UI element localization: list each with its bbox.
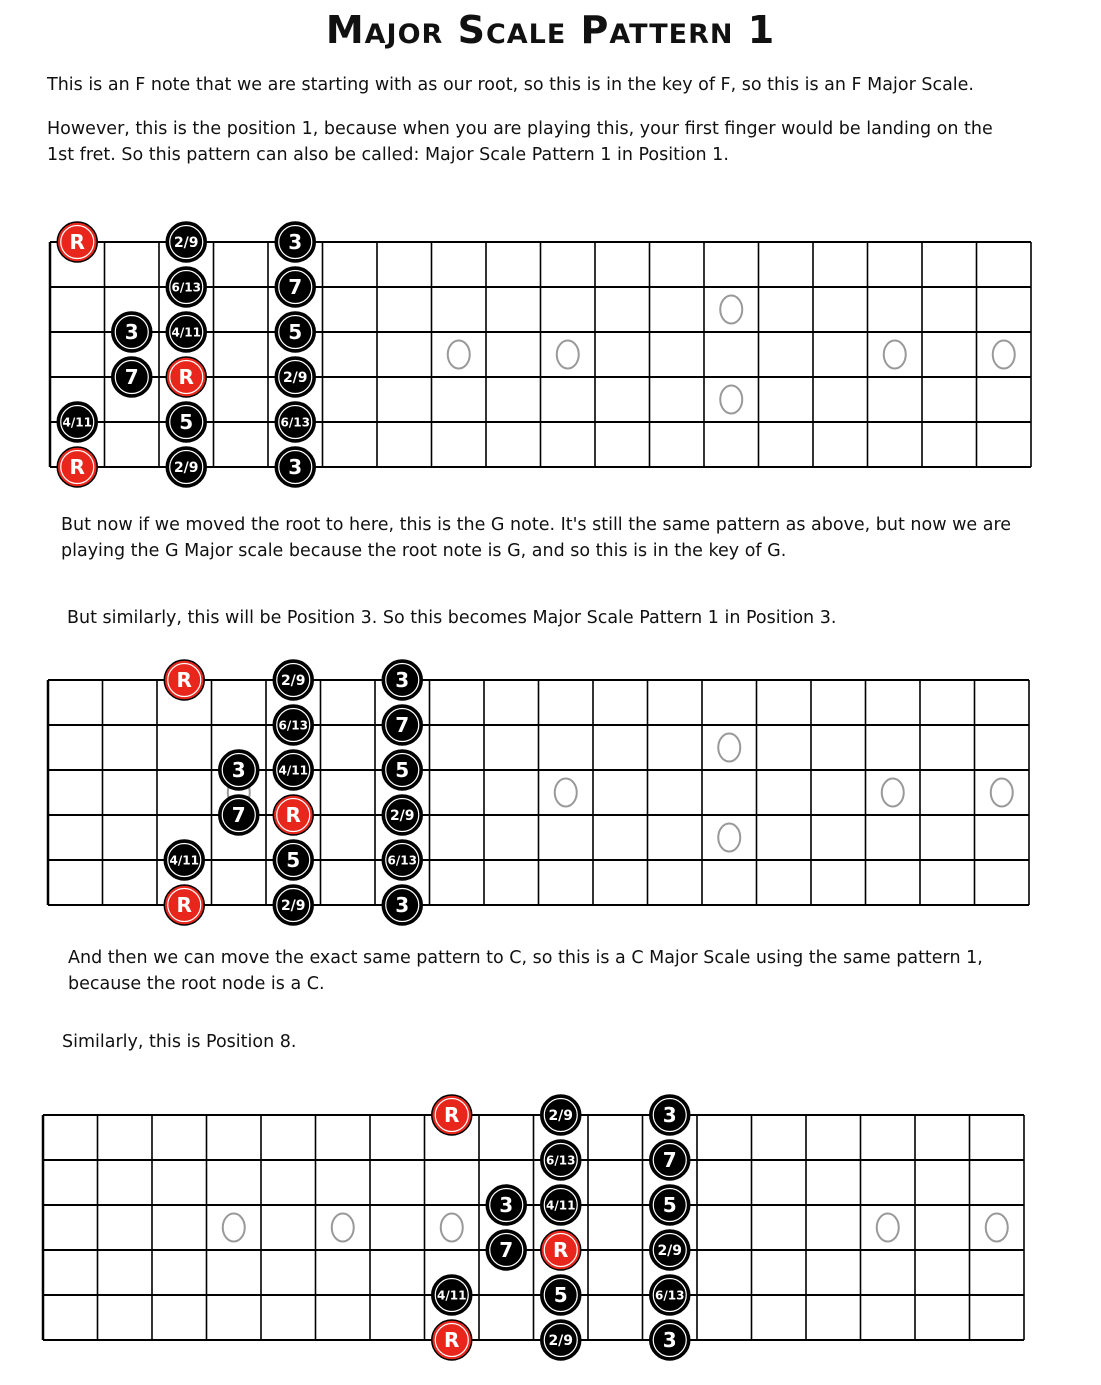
scale-degree-marker — [273, 705, 313, 745]
scale-degree-marker — [541, 1140, 581, 1180]
scale-degree-marker — [382, 840, 422, 880]
fret-inlay-marker — [718, 824, 740, 852]
note-label: 5 — [179, 410, 194, 435]
fret-inlay-marker — [448, 341, 470, 369]
note-label: 2/9 — [173, 235, 199, 252]
scale-degree-marker — [541, 1275, 581, 1315]
scale-degree-marker — [650, 1140, 690, 1180]
c-major-paragraph: And then we can move the exact same pattern to C, so this is a C Major Scale using the same pattern 1, because the root node is a C. — [68, 948, 983, 994]
scale-degree-marker — [273, 885, 313, 925]
note-label: R — [553, 1238, 569, 1263]
fret-inlay-marker — [557, 341, 579, 369]
note-label: 5 — [395, 758, 410, 783]
scale-degree-marker — [273, 750, 313, 790]
fret-inlay-marker — [882, 779, 904, 807]
scale-degree-marker — [273, 840, 313, 880]
root-note-marker — [273, 795, 313, 835]
note-label: 7 — [124, 365, 139, 390]
note-label: 7 — [662, 1148, 677, 1173]
note-label: 2/9 — [389, 808, 415, 825]
note-label: 6/13 — [655, 1288, 685, 1303]
fret-inlay-marker — [877, 1214, 899, 1242]
note-label: 3 — [395, 668, 410, 693]
scale-degree-marker — [541, 1320, 581, 1360]
fret-inlay-marker — [441, 1214, 463, 1242]
root-note-marker — [432, 1095, 472, 1135]
scale-degree-marker — [650, 1320, 690, 1360]
position-3-paragraph: But similarly, this will be Position 3. So this becomes Major Scale Pattern 1 in Position 3. — [67, 608, 837, 628]
page-title: Major Scale Pattern 1 — [325, 8, 776, 52]
note-label: 3 — [288, 230, 303, 255]
scale-degree-marker — [112, 357, 152, 397]
scale-degree-marker — [650, 1230, 690, 1270]
scale-degree-marker — [166, 267, 206, 307]
note-label: 7 — [288, 275, 303, 300]
scale-degree-marker — [219, 795, 259, 835]
scale-degree-marker — [432, 1275, 472, 1315]
note-label: 7 — [499, 1238, 514, 1263]
position-1-paragraph: However, this is the position 1, because when you are playing this, your first finger would be landing on the 1st fret. So this pattern can also be called: Major Scale Pattern 1 in Position 1. — [47, 119, 993, 165]
fret-inlay-marker — [720, 386, 742, 414]
note-label: 3 — [231, 758, 246, 783]
fret-inlay-marker — [718, 734, 740, 762]
fretboard-diagram-position-1 — [0, 210, 1101, 500]
note-label: 5 — [553, 1283, 568, 1308]
note-label: 4/11 — [169, 853, 199, 868]
note-label: 4/11 — [437, 1288, 467, 1303]
note-label: 3 — [662, 1328, 677, 1353]
scale-degree-marker — [57, 402, 97, 442]
note-label: 2/9 — [657, 1243, 683, 1260]
scale-degree-marker — [164, 840, 204, 880]
note-label: 2/9 — [280, 898, 306, 915]
fret-inlay-marker — [720, 296, 742, 324]
fret-inlay-marker — [555, 779, 577, 807]
note-label: 2/9 — [282, 370, 308, 387]
scale-degree-marker — [650, 1275, 690, 1315]
note-label: 6/13 — [171, 280, 201, 295]
fretboard-diagram-position-8 — [0, 1085, 1101, 1380]
root-note-marker — [541, 1230, 581, 1270]
note-label: 3 — [662, 1103, 677, 1128]
scale-degree-marker — [486, 1230, 526, 1270]
root-note-marker — [432, 1320, 472, 1360]
note-label: R — [444, 1103, 460, 1128]
intro-paragraph-f-note: This is an F note that we are starting with as our root, so this is in the key of F, so this is an F Major Scale. — [47, 75, 974, 95]
scale-degree-marker — [541, 1095, 581, 1135]
note-label: 3 — [124, 320, 139, 345]
note-label: R — [69, 230, 85, 255]
note-label: 2/9 — [280, 673, 306, 690]
fret-inlay-marker — [993, 341, 1015, 369]
scale-degree-marker — [382, 795, 422, 835]
fret-inlay-marker — [884, 341, 906, 369]
note-label: 5 — [286, 848, 301, 873]
note-label: 2/9 — [548, 1108, 574, 1125]
scale-degree-marker — [219, 750, 259, 790]
note-label: 4/11 — [171, 325, 201, 340]
note-label: 4/11 — [278, 763, 308, 778]
note-label: 3 — [499, 1193, 514, 1218]
note-label: R — [69, 455, 85, 480]
note-label: 4/11 — [546, 1198, 576, 1213]
note-label: 3 — [395, 893, 410, 918]
scale-degree-marker — [275, 357, 315, 397]
note-label: 6/13 — [280, 415, 310, 430]
scale-degree-marker — [650, 1185, 690, 1225]
note-label: 3 — [288, 455, 303, 480]
note-label: 5 — [288, 320, 303, 345]
scale-degree-marker — [486, 1185, 526, 1225]
note-label: 7 — [395, 713, 410, 738]
scale-degree-marker — [382, 660, 422, 700]
scale-degree-marker — [541, 1185, 581, 1225]
scale-degree-marker — [166, 312, 206, 352]
fret-inlay-marker — [332, 1214, 354, 1242]
note-label: 4/11 — [62, 415, 92, 430]
note-label: R — [285, 803, 301, 828]
scale-degree-marker — [112, 312, 152, 352]
position-8-paragraph: Similarly, this is Position 8. — [62, 1032, 297, 1052]
note-label: 7 — [231, 803, 246, 828]
scale-degree-marker — [650, 1095, 690, 1135]
note-label: 6/13 — [387, 853, 417, 868]
scale-degree-marker — [275, 402, 315, 442]
fret-inlay-marker — [991, 779, 1013, 807]
fret-inlay-marker — [223, 1214, 245, 1242]
note-label: 5 — [662, 1193, 677, 1218]
note-label: R — [176, 893, 192, 918]
note-label: 2/9 — [548, 1333, 574, 1350]
scale-degree-marker — [275, 222, 315, 262]
scale-degree-marker — [382, 750, 422, 790]
root-note-marker — [57, 222, 97, 262]
scale-degree-marker — [275, 267, 315, 307]
note-label: R — [444, 1328, 460, 1353]
root-note-marker — [164, 660, 204, 700]
note-label: 6/13 — [278, 718, 308, 733]
scale-degree-marker — [166, 402, 206, 442]
scale-degree-marker — [275, 447, 315, 487]
root-note-marker — [166, 357, 206, 397]
scale-degree-marker — [382, 705, 422, 745]
fretboard-diagram-position-3 — [0, 650, 1101, 935]
note-label: R — [178, 365, 194, 390]
note-label: R — [176, 668, 192, 693]
root-note-marker — [57, 447, 97, 487]
scale-degree-marker — [166, 222, 206, 262]
scale-degree-marker — [275, 312, 315, 352]
scale-degree-marker — [273, 660, 313, 700]
scale-degree-marker — [166, 447, 206, 487]
fret-inlay-marker — [986, 1214, 1008, 1242]
note-label: 6/13 — [546, 1153, 576, 1168]
scale-degree-marker — [382, 885, 422, 925]
g-note-paragraph: But now if we moved the root to here, this is the G note. It's still the same pattern as above, but now we are playing the G Major scale because the root note is G, and so this is in the key of G. — [61, 515, 1012, 561]
root-note-marker — [164, 885, 204, 925]
note-label: 2/9 — [173, 460, 199, 477]
